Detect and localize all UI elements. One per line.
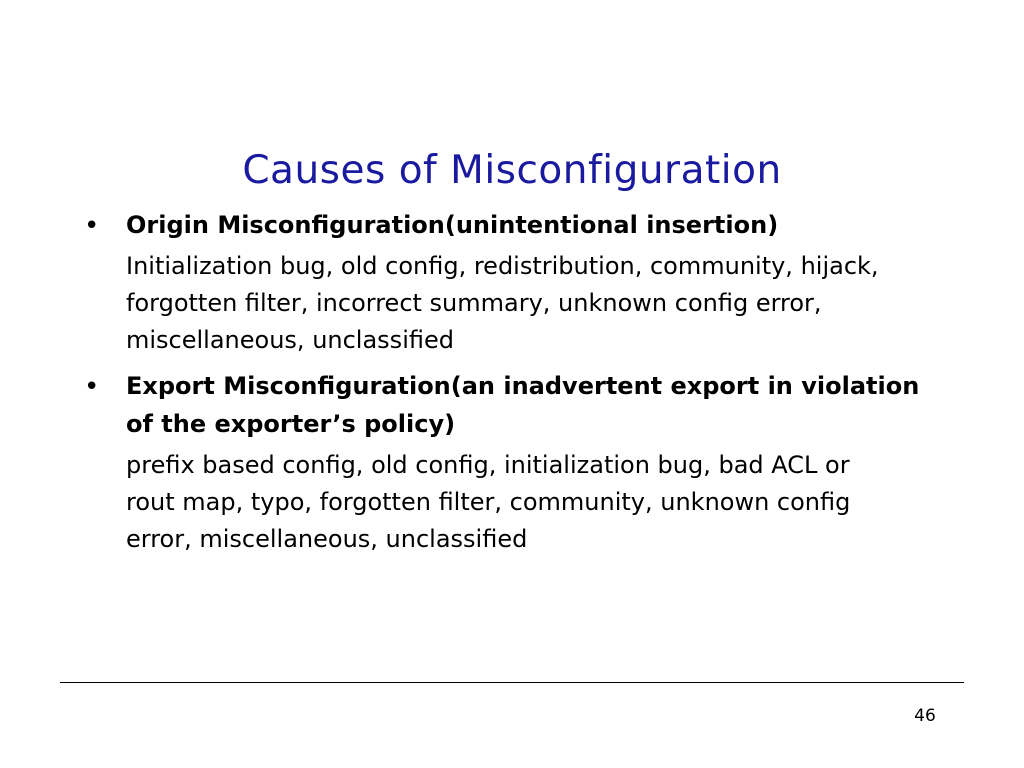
slide-content [84, 206, 954, 566]
bullet-heading-export: Export Misconfiguration(an inadvertent export in violation of the exporter’s policy) [126, 372, 920, 438]
bullet-item-origin [84, 206, 954, 359]
footer-divider [60, 682, 964, 683]
page-number: 46 [914, 706, 936, 726]
slide-title: Causes of Misconfiguration [242, 148, 782, 193]
bullet-item-export [84, 367, 954, 558]
bullet-heading-origin: Origin Misconfiguration(unintentional insertion) [126, 211, 779, 239]
bullet-marker: • [84, 211, 100, 241]
bullet-detail-export: prefix based config, old config, initialization bug, bad ACL or rout map, typo, forgotten filter, community, unknown config error, miscellaneous, unclassified [126, 451, 851, 553]
bullet-marker: • [84, 372, 100, 402]
bullet-detail-origin: Initialization bug, old config, redistribution, community, hijack, forgotten filter, incorrect summary, unknown config error, miscellaneous, unclassified [126, 252, 879, 354]
